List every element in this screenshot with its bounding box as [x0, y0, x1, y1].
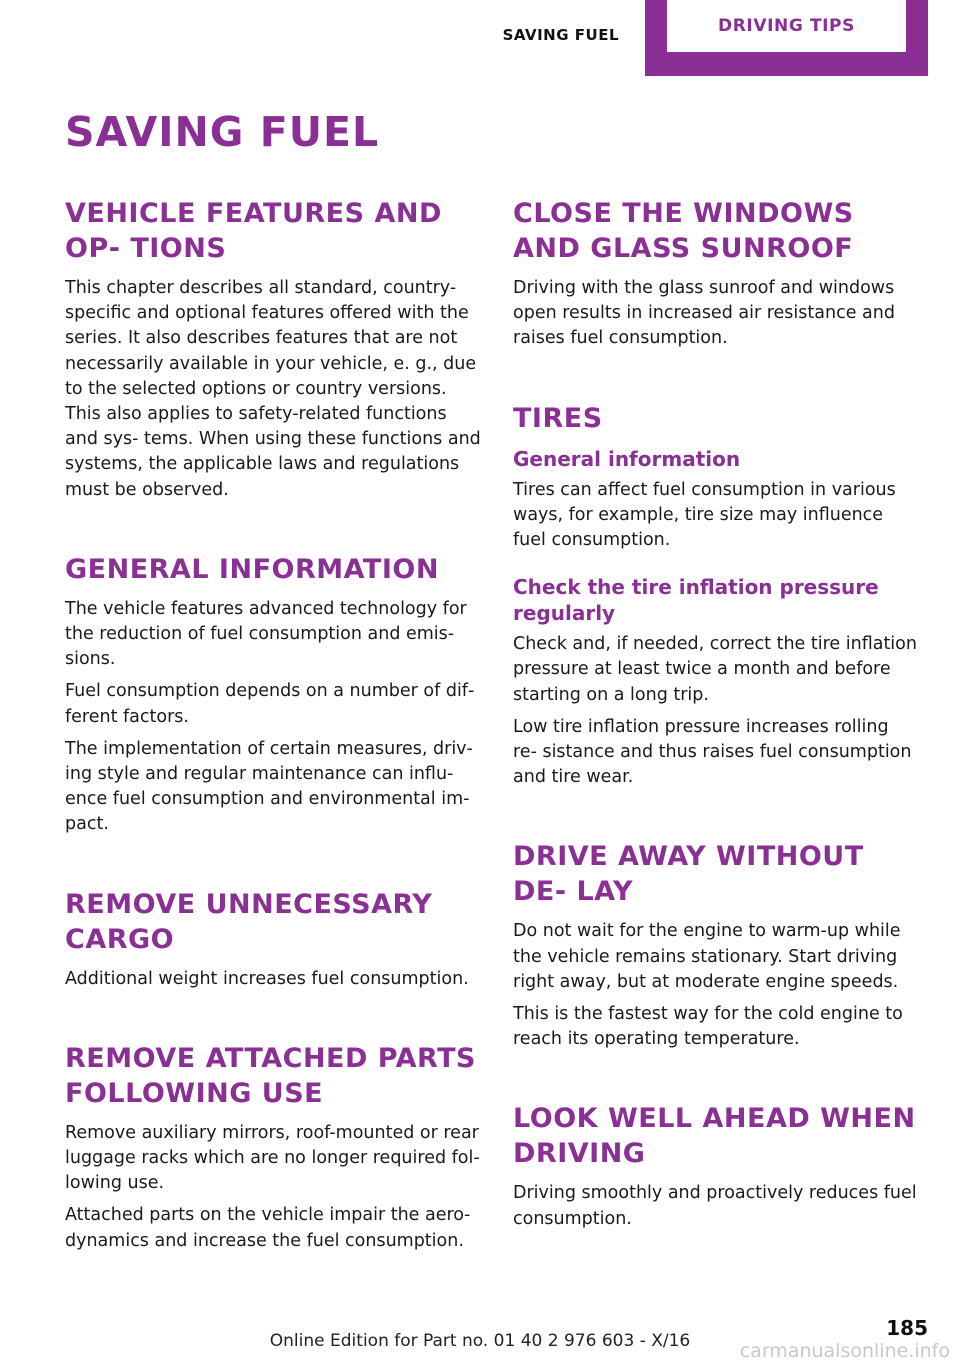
paragraph: Driving smoothly and proactively reduces fuel consumption.	[513, 1183, 917, 1229]
spacer	[65, 845, 483, 887]
watermark: carmanualsonline.info	[739, 1340, 950, 1362]
section-heading: DRIVE AWAY WITHOUT DE‐ LAY	[513, 841, 864, 908]
paragraph: Driving with the glass sunroof and windows open results in increased air resistance and raises fuel consumption.	[513, 278, 895, 349]
spacer	[513, 797, 918, 839]
right-column	[513, 196, 918, 1239]
paragraph: Fuel consumption depends on a number of dif‐ ferent factors.	[65, 681, 475, 727]
section-heading: GENERAL INFORMATION	[65, 553, 439, 585]
section-heading: LOOK WELL AHEAD WHEN DRIVING	[513, 1103, 916, 1170]
paragraph: Low tire inflation pressure increases rolling re‐ sistance and thus raises fuel consumption and tire wear.	[513, 716, 912, 788]
paragraph: Attached parts on the vehicle impair the aero‐ dynamics and increase the fuel consumption.	[65, 1205, 471, 1251]
paragraph: Remove auxiliary mirrors, roof-mounted or rear luggage racks which are no longer required fol‐ lowing use.	[65, 1122, 480, 1194]
section-tab: SAVING FUEL	[502, 26, 619, 44]
paragraph: Check and, if needed, correct the tire inflation pressure at least twice a month and before starting on a long trip.	[513, 634, 917, 705]
spacer	[513, 359, 918, 401]
footer-edition: Online Edition for Part no. 01 40 2 976 603 - X/16	[269, 1331, 691, 1351]
spacer	[65, 999, 483, 1041]
section-heading: TIRES	[513, 402, 603, 434]
page-title: SAVING FUEL	[65, 108, 380, 156]
subsection-heading: General information	[513, 446, 741, 471]
paragraph: Tires can affect fuel consumption in various ways, for example, tire size may influence fuel consumption.	[513, 479, 896, 551]
paragraph: The vehicle features advanced technology for the reduction of fuel consumption and emis‐ sions.	[65, 598, 467, 670]
paragraph: The implementation of certain measures, driv‐ ing style and regular maintenance can influ‐ ence fuel consumption and environmental im‐ pact.	[65, 738, 473, 835]
subsection-heading: Check the tire inflation pressure regularly	[513, 575, 879, 626]
section-heading: REMOVE ATTACHED PARTS FOLLOWING USE	[65, 1042, 476, 1109]
chapter-tab	[645, 0, 928, 76]
paragraph: This chapter describes all standard, country-specific and optional features offered with the series. It also describes features that are not necessarily available in your vehicle, e. g., due to the selected options or country versions. This also applies to safety-related functions and sys‐ tems. When using these functions and systems, the applicable laws and regulations must be observed.	[65, 278, 481, 500]
section-heading: CLOSE THE WINDOWS AND GLASS SUNROOF	[513, 198, 854, 264]
spacer	[513, 1059, 918, 1101]
paragraph: This is the fastest way for the cold engine to reach its operating temperature.	[513, 1004, 903, 1050]
paragraph: Additional weight increases fuel consumption.	[65, 968, 469, 989]
section-heading: VEHICLE FEATURES AND OP‐ TIONS	[65, 198, 442, 264]
page-number: 185	[886, 1316, 928, 1340]
chapter-tab-label: DRIVING TIPS	[667, 0, 906, 52]
section-heading: REMOVE UNNECESSARY CARGO	[65, 888, 433, 955]
spacer	[65, 510, 483, 552]
paragraph: Do not wait for the engine to warm-up while the vehicle remains stationary. Start driving right away, but at moderate engine speeds.	[513, 921, 901, 992]
header-bar	[477, 0, 928, 76]
left-column	[65, 196, 483, 1261]
spacer	[513, 560, 918, 574]
